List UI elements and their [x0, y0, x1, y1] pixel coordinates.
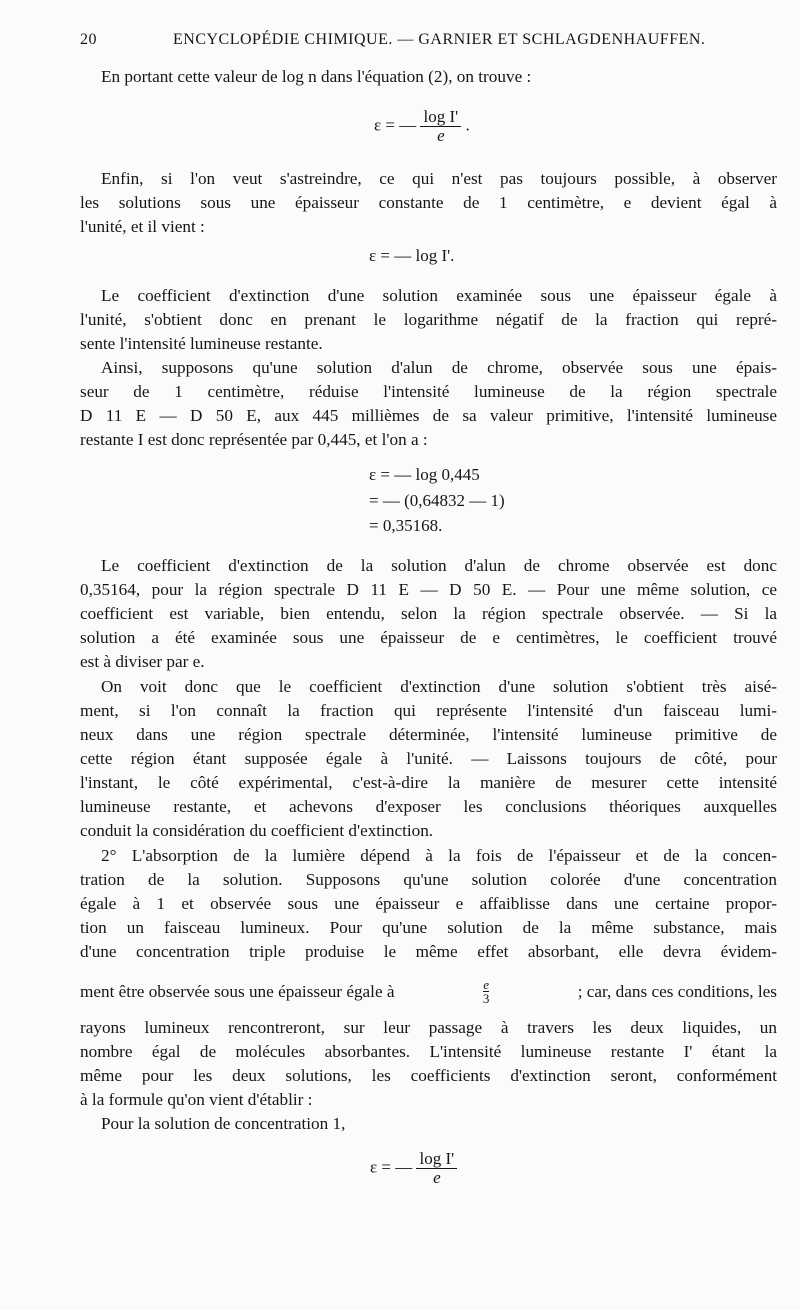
text-line: En portant cette valeur de log n dans l'équation (2), on trouve : [101, 67, 532, 86]
text-line: ment, si l'on connaît la fraction qui représente l'intensité d'un faisceau lumi- [80, 701, 777, 720]
equation-3-line-1: ε = — log 0,445 [369, 465, 480, 484]
text-line: l'unité, s'obtient donc en prenant le logarithme négatif de la fraction qui repré- [80, 310, 777, 329]
text-line: est à diviser par e. [80, 652, 205, 671]
equation-1 [374, 108, 470, 145]
inline-fraction-group [481, 978, 492, 1005]
page-number: 20 [80, 31, 97, 48]
running-title: ENCYCLOPÉDIE CHIMIQUE. — GARNIER ET SCHLAGDENHAUFFEN. [173, 31, 706, 48]
text-line: restante I est donc représentée par 0,445, et l'on a : [80, 430, 428, 449]
text-segment: ; car, dans ces conditions, les [577, 981, 777, 1001]
text-line: l'instant, le côté expérimental, c'est-à-dire la manière de mesurer cette intensité [80, 773, 777, 792]
text-line: Le coefficient d'extinction d'une solution examinée sous une épaisseur égale à [101, 286, 777, 305]
fraction-denominator: e [437, 126, 445, 145]
equation-3-line-2: = — (0,64832 — 1) [369, 491, 505, 510]
text-line-with-fraction [80, 978, 777, 1005]
text-line: l'unité, et il vient : [80, 217, 205, 236]
text-line: Ainsi, supposons qu'une solution d'alun de chrome, observée sous une épais- [101, 358, 777, 377]
text-line: même pour les deux solutions, les coefficients d'extinction seront, conformément [80, 1066, 777, 1085]
fraction-numerator: e [483, 977, 489, 992]
equation-lhs: ε = — [370, 1157, 413, 1177]
text-line: tion un faisceau lumineux. Pour qu'une solution de la même substance, mais [80, 918, 777, 937]
fraction [416, 1150, 457, 1187]
text-line: 2° L'absorption de la lumière dépend à la fois de l'épaisseur et de la concen- [101, 846, 777, 865]
text-line: égale à 1 et observée sous une épaisseur e affaiblisse dans une certaine propor- [80, 894, 777, 913]
text-line: neux dans une région spectrale déterminée, l'intensité lumineuse primitive de [80, 725, 777, 744]
text-line: à la formule qu'on vient d'établir : [80, 1090, 313, 1109]
text-line: Le coefficient d'extinction de la solution d'alun de chrome observée est donc [101, 556, 777, 575]
text-line: conduit la considération du coefficient d'extinction. [80, 821, 434, 840]
text-line: cette région étant supposée égale à l'unité. — Laissons toujours de côté, pour [80, 749, 777, 768]
text-line: Enfin, si l'on veut s'astreindre, ce qui n'est pas toujours possible, à observer [101, 169, 777, 188]
equation-3-line-3: = 0,35168. [369, 516, 443, 535]
text-line: 0,35164, pour la région spectrale D 11 E — D 50 E. — Pour une même solution, ce [80, 580, 777, 599]
fraction-numerator: log I' [420, 108, 461, 127]
fraction-denominator: e [433, 1168, 441, 1187]
fraction-numerator: log I' [416, 1150, 457, 1169]
fraction [420, 108, 461, 145]
text-line: d'une concentration triple produise le même effet absorbant, elle devra évidem- [80, 942, 777, 961]
text-line: lumineuse restante, et achevons d'exposer les conclusions théoriques auxquelles [80, 797, 777, 816]
text-line: sente l'intensité lumineuse restante. [80, 334, 323, 353]
text-line: On voit donc que le coefficient d'extinction d'une solution s'obtient très aisé- [101, 677, 777, 696]
text-line: seur de 1 centimètre, réduise l'intensité lumineuse de la région spectrale [80, 382, 777, 401]
text-line: tration de la solution. Supposons qu'une solution colorée d'une concentration [80, 870, 777, 889]
equation-lhs: ε = — [374, 115, 417, 135]
text-line: nombre égal de molécules absorbantes. L'intensité lumineuse restante I' étant la [80, 1042, 777, 1061]
equation-end: . [465, 115, 470, 135]
inline-fraction [483, 978, 490, 1005]
text-line: solution a été examinée sous une épaisseur de e centimètres, le coefficient trouvé [80, 628, 777, 647]
equation-2: ε = — log I'. [369, 246, 455, 265]
text-line: coefficient est variable, bien entendu, selon la région spectrale observée. — Si la [80, 604, 777, 623]
text-line: D 11 E — D 50 E, aux 445 millièmes de sa valeur primitive, l'intensité lumineuse [80, 406, 777, 425]
fraction-denominator: 3 [482, 991, 490, 1006]
text-line: les solutions sous une épaisseur constante de 1 centimètre, e devient égal à [80, 193, 777, 212]
text-segment: ment être observée sous une épaisseur égale à [80, 981, 395, 1001]
text-line: rayons lumineux rencontreront, sur leur passage à travers les deux liquides, un [80, 1018, 777, 1037]
equation-4 [370, 1150, 457, 1187]
text-line: Pour la solution de concentration 1, [101, 1114, 346, 1133]
